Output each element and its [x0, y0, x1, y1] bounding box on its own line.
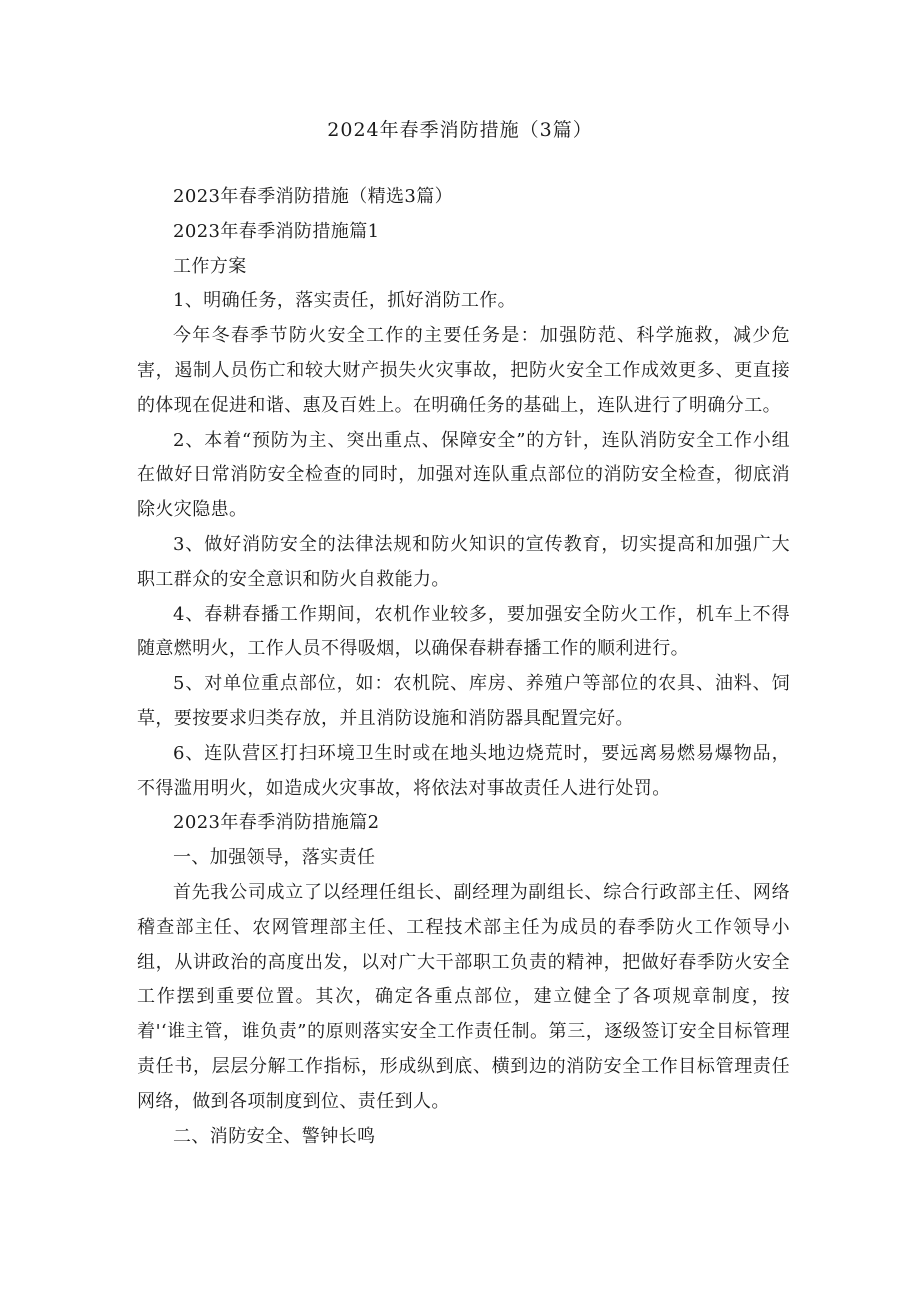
- paragraph: 2、本着“预防为主、突出重点、保障安全”的方针，连队消防安全工作小组在做好日常消防安全检查的同时，加强对连队重点部位的消防安全检查，彻底消除火灾隐患。: [137, 429, 790, 521]
- paragraph: 首先我公司成立了以经理任组长、副经理为副组长、综合行政部主任、网络稽查部主任、农网管理部主任、工程技术部主任为成员的春季防火工作领导小组，从讲政治的高度出发，以对广大干部职工负责的精神，把做好春季防火安全工作摆到重要位置。其次，确定各重点部位，建立健全了各项规章制度，按着'‘谁主管，谁负责”的原则落实安全工作责任制。第三，逐级签订安全目标管理责任书，层层分解工作指标，形成纵到底、横到边的消防安全工作目标管理责任网络，做到各项制度到位、责任到人。: [137, 881, 790, 1112]
- section-heading-work-plan: 工作方案: [173, 255, 247, 277]
- document-body: [137, 180, 790, 1154]
- document-subtitle: 2023年春季消防措施（精选3篇）: [173, 186, 454, 207]
- paragraph: 4、春耕春播工作期间，农机作业较多，要加强安全防火工作，机车上不得随意燃明火，工作人员不得吸烟，以确保春耕春播工作的顺利进行。: [137, 603, 790, 660]
- document-title: 2024年春季消防措施（3篇）: [327, 119, 593, 141]
- section-heading-part-2: 2023年春季消防措施篇2: [173, 812, 380, 834]
- section-heading-fire-safety: 二、消防安全、警钟长鸣: [173, 1125, 376, 1147]
- section-heading-leadership: 一、加强领导，落实责任: [173, 847, 376, 869]
- section-heading-part-1: 2023年春季消防措施篇1: [173, 220, 380, 242]
- paragraph: 5、对单位重点部位，如：农机院、库房、养殖户等部位的农具、油料、饲草，要按要求归类存放，并且消防设施和消防器具配置完好。: [137, 673, 790, 729]
- paragraph: 1、明确任务，落实责任，抓好消防工作。: [173, 290, 517, 312]
- paragraph: 今年冬春季节防火安全工作的主要任务是：加强防范、科学施救，减少危害，遏制人员伤亡和较大财产损失火灾事故，把防火安全工作成效更多、更直接的体现在促进和谐、惠及百姓上。在明确任务的基础上，连队进行了明确分工。: [137, 325, 790, 416]
- paragraph: 6、连队营区打扫环境卫生时或在地头地边烧荒时，要远离易燃易爆物品，不得滥用明火，如造成火灾事故，将依法对事故责任人进行处罚。: [137, 742, 790, 799]
- paragraph: 3、做好消防安全的法律法规和防火知识的宣传教育，切实提高和加强广大职工群众的安全意识和防火自救能力。: [137, 533, 790, 590]
